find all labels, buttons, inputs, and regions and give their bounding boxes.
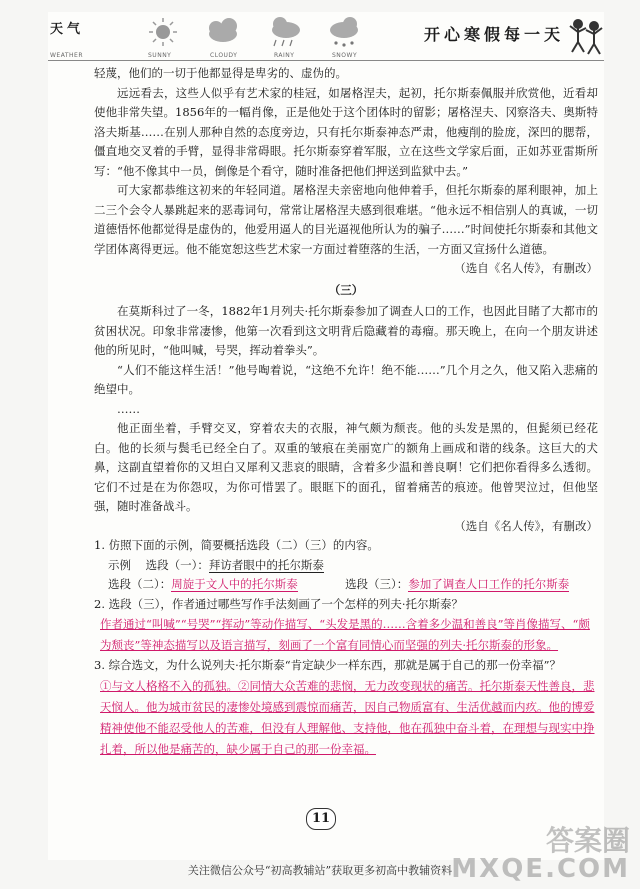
brand-title: 开心寒假每一天 [423,25,564,44]
question-3: 3. 综合选文，为什么说列夫·托尔斯泰“肯定缺少一样东西，那就是属于自己的那一份幸福”？ [94,658,562,672]
page-header [48,12,604,62]
page-number: 11 [306,808,336,830]
footer-note: 关注微信公众号“初高教辅站”获取更多初高中教辅资料 [187,864,453,877]
header-divider [48,60,604,61]
passage2-paragraph-2: 可大家都恭维这初来的年轻同道。屠格涅夫亲密地向他伸着手，但托尔斯泰的犀利眼神，加上二三个会令人暴跳起来的恶毒词句，常常让屠格涅夫感到很难堪。“他永远不相信别人的真诚，一切道德悟怀他都觉得是虚伪的，他爱用逼人的目光逼视他所认为的骗子……”时间使托尔斯泰和其他文学团体离得更远。他不能宽恕这些艺术家一方面过着堕落的生活，一方面又宣扬什么道德。 [94,183,598,256]
kids-icon [566,16,606,56]
q1-b-answer: 参加了调查人口工作的托尔斯泰 [408,577,570,591]
weather-label: 天气 [50,22,85,37]
sunny-caption: SUNNY [148,52,172,59]
sun-icon [149,18,177,46]
passage3-paragraph-1: 在莫斯科过了一冬，1882年1月列夫·托尔斯泰参加了调查人口的工作，也因此目睹了大都市的贫困状况。印象非常凄惨，他第一次看到这文明背后隐藏着的毒瘤。那天晚上，在向一个朋友讲述他的所见时，“他叫喊，号哭，挥动着拳头”。 [94,304,598,357]
article-body [94,64,598,760]
question-2-answer: 作者通过“叫喊”“号哭”“挥动”等动作描写、“头发是黑的……含着多少温和善良”等肖像描写、“颇为颓丧”等神态描写以及语言描写，刻画了一个富有同情心而坚强的列夫·托尔斯泰的形象。 [100,617,590,652]
rain-icon [272,17,300,46]
question-1: 1. 仿照下面的示例，简要概括选段（二）（三）的内容。 [94,538,379,552]
snowy-caption: SNOWY [332,52,358,59]
watermark-logo [451,824,630,884]
weather-caption: WEATHER [50,52,83,59]
example-line [108,556,598,576]
cloud-icon [209,18,237,42]
passage3-title: （三） [328,282,364,297]
question-3-answer: ①与文人格格不入的孤独。②同情大众苦难的悲悯，无力改变现状的痛苦。托尔斯泰天性善良，悲天悯人。他为城市贫民的凄惨处境感到震惊而痛苦，因自己物质富有、生活优越而内疚。他的博爱精神使他不能忍受他人的苦难，但没有人理解他、支持他，他在孤独中奋斗着，在理想与现实中挣扎着，所以他是痛苦的，缺少属于自己的那一份幸福。 [100,678,595,756]
passage3-ellipsis: …… [117,401,140,416]
q1-a-answer: 周旋于文人中的托尔斯泰 [171,577,298,591]
passage3-paragraph-3: 他正面坐着，手臂交叉，穿着农夫的衣服，神气颇为颓丧。他的头发是黑的，但髭须已经花白。他的长须与鬓毛已经全白了。双重的皱痕在美丽宽广的额角上画成和谐的线条。这巨大的犬鼻，这副直望着你的又坦白又犀利又悲哀的眼睛，含着多少温和善良啊！它们把你看得多么透彻。它们不过是在为你怨叹，为你可惜罢了。眼眶下的面孔，留着痛苦的痕迹。他曾哭泣过，但他坚强，随时准备战斗。 [94,421,598,513]
example-answer: 拜访者眼中的托尔斯泰 [208,557,324,572]
rainy-caption: RAINY [274,52,295,59]
passage2-source: （选自《名人传》，有删改） [454,261,598,275]
passage3-paragraph-2: “人们不能这样生活！”他号啕着说，“这绝不允许！绝不能……”几个月之久，他又陷入悲痛的绝望中。 [94,362,598,396]
cloudy-caption: CLOUDY [210,52,238,59]
question-1-answers [108,575,598,595]
q1-b-label: 选段（三）： [345,577,409,591]
passage2-paragraph-1: 远远看去，这些人似乎有艺术家的桂冠，如屠格涅夫，起初，托尔斯泰佩服并欣赏他，近看却使他非常失望。1856年的一幅肖像，正是他处于这个团体时的留影；屠格涅夫、冈察洛夫、奥斯特洛夫斯基……在别人那种自然的态度旁边，只有托尔斯泰神态严肃，他瘦削的脸庞，深凹的腮帮，僵直地交叉着的手臂，显得非常碍眼。托尔斯泰穿着军服，立在这些文学家后面，正如苏亚雷斯所写：“他不像其中一员，倒像是个看守，随时准备把他们押送到监狱中去。” [94,85,598,178]
q1-a-label: 选段（二）： [108,577,172,591]
example-label: 示例 [108,557,131,572]
passage3-source: （选自《名人传》，有删改） [454,518,598,533]
watermark-line-1: 答案圈 [545,824,630,857]
example-text: 选段（一）： [145,557,209,572]
watermark-line-2: MXQE.COM [451,854,630,884]
snow-icon [330,17,358,47]
passage2-paragraph-0: 轻蔑，他们的一切于他都显得是卑劣的、虚伪的。 [94,66,347,80]
question-2: 2. 选段（三），作者通过哪些写作手法刻画了一个怎样的列夫·托尔斯泰？ [94,596,464,611]
